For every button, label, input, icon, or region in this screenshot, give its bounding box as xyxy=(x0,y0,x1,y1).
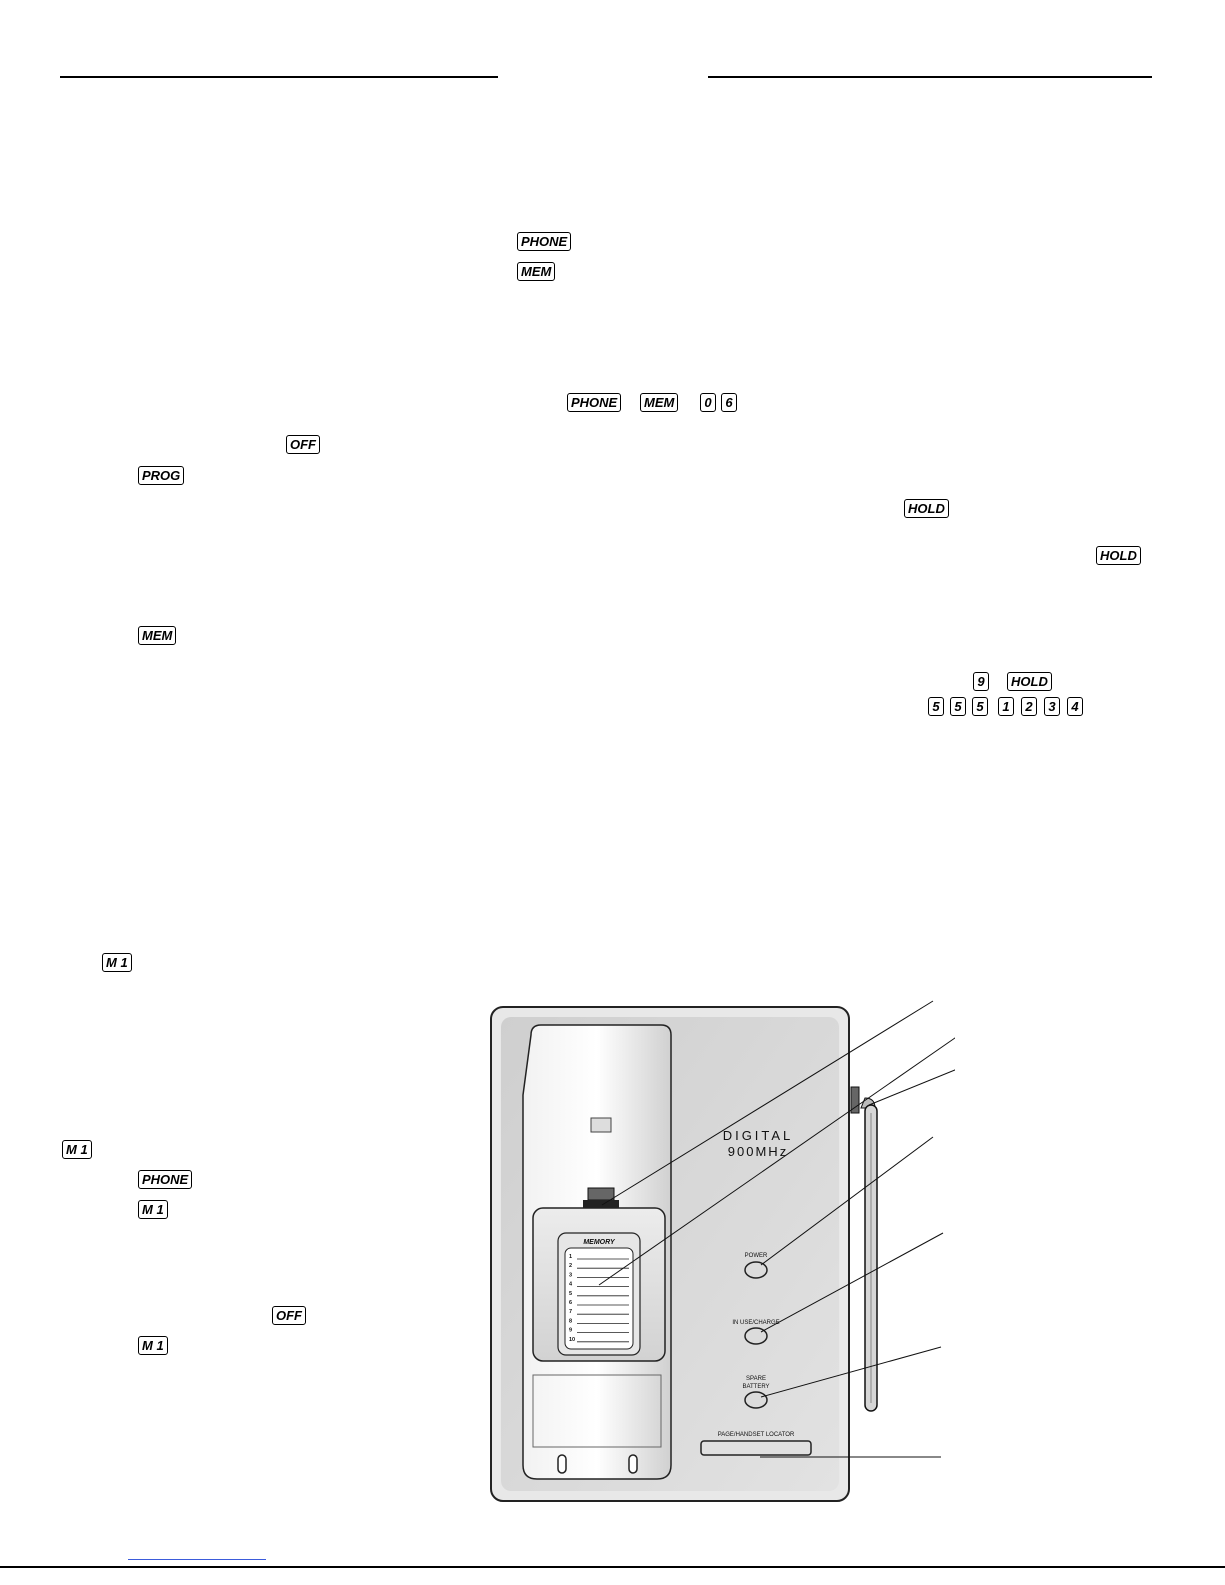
mem-key-icon: MEM xyxy=(517,262,555,281)
charge-contact-right xyxy=(629,1455,637,1473)
memory-slot-number: 7 xyxy=(569,1309,573,1316)
digit-5-key-icon: 5 xyxy=(972,697,988,716)
memory-card-clip xyxy=(588,1188,614,1200)
page-locator-button xyxy=(701,1441,811,1455)
digit-2-key-icon: 2 xyxy=(1021,697,1037,716)
page-locator-label: PAGE/HANDSET LOCATOR xyxy=(717,1432,795,1438)
m1-key-icon: M 1 xyxy=(102,953,132,972)
mem-key-icon: MEM xyxy=(640,393,678,412)
in-use-charge-label: IN USE/CHARGE xyxy=(732,1320,780,1326)
brand-line-2: 900MHz xyxy=(727,1144,789,1159)
footer-rule xyxy=(0,1566,1225,1568)
digit-6-key-icon: 6 xyxy=(721,393,737,412)
digit-4-key-icon: 4 xyxy=(1067,697,1083,716)
mem-key-icon: MEM xyxy=(138,626,176,645)
digit-0-key-icon: 0 xyxy=(700,393,716,412)
footer-link-underline xyxy=(128,1559,266,1560)
digit-1-key-icon: 1 xyxy=(998,697,1014,716)
digit-9-key-icon: 9 xyxy=(973,672,989,691)
power-label: POWER xyxy=(744,1253,768,1259)
m1-key-icon: M 1 xyxy=(62,1140,92,1159)
memory-card-clip-base xyxy=(583,1200,619,1208)
digit-5-key-icon: 5 xyxy=(950,697,966,716)
header-rule-left xyxy=(60,76,498,78)
spare-battery-label-2: BATTERY xyxy=(742,1384,770,1390)
memory-slot-number: 1 xyxy=(569,1254,573,1260)
prog-key-icon: PROG xyxy=(138,466,184,485)
m1-key-icon: M 1 xyxy=(138,1200,168,1219)
hold-key-icon: HOLD xyxy=(1007,672,1052,691)
memory-slot-number: 5 xyxy=(569,1290,573,1297)
phone-key-icon: PHONE xyxy=(138,1170,192,1189)
brand-line-1: DIGITAL xyxy=(722,1128,794,1143)
power-indicator xyxy=(745,1262,767,1278)
memory-slot-number: 10 xyxy=(569,1336,576,1343)
memory-slot-number: 2 xyxy=(569,1263,573,1270)
hold-key-icon: HOLD xyxy=(904,499,949,518)
memory-slot-number: 4 xyxy=(569,1281,573,1288)
memory-slot-number: 8 xyxy=(569,1318,573,1325)
cradle-notch xyxy=(591,1118,611,1132)
header-rule-right xyxy=(708,76,1152,78)
memory-slot-number: 3 xyxy=(569,1272,573,1279)
leader-line-antenna xyxy=(869,1065,955,1105)
spare-battery-indicator xyxy=(745,1392,767,1408)
hold-key-icon: HOLD xyxy=(1096,546,1141,565)
phone-key-icon: PHONE xyxy=(517,232,571,251)
spare-battery-label-1: SPARE xyxy=(746,1376,766,1382)
charge-contact-left xyxy=(558,1455,566,1473)
memory-card-list xyxy=(565,1248,633,1349)
digit-3-key-icon: 3 xyxy=(1044,697,1060,716)
base-unit-diagram xyxy=(485,995,955,1510)
memory-slot-number: 6 xyxy=(569,1300,573,1306)
memory-slot-number: 9 xyxy=(569,1327,573,1334)
m1-key-icon: M 1 xyxy=(138,1336,168,1355)
off-key-icon: OFF xyxy=(272,1306,306,1325)
off-key-icon: OFF xyxy=(286,435,320,454)
phone-key-icon: PHONE xyxy=(567,393,621,412)
digit-5-key-icon: 5 xyxy=(928,697,944,716)
memory-card-title: MEMORY xyxy=(583,1239,615,1246)
